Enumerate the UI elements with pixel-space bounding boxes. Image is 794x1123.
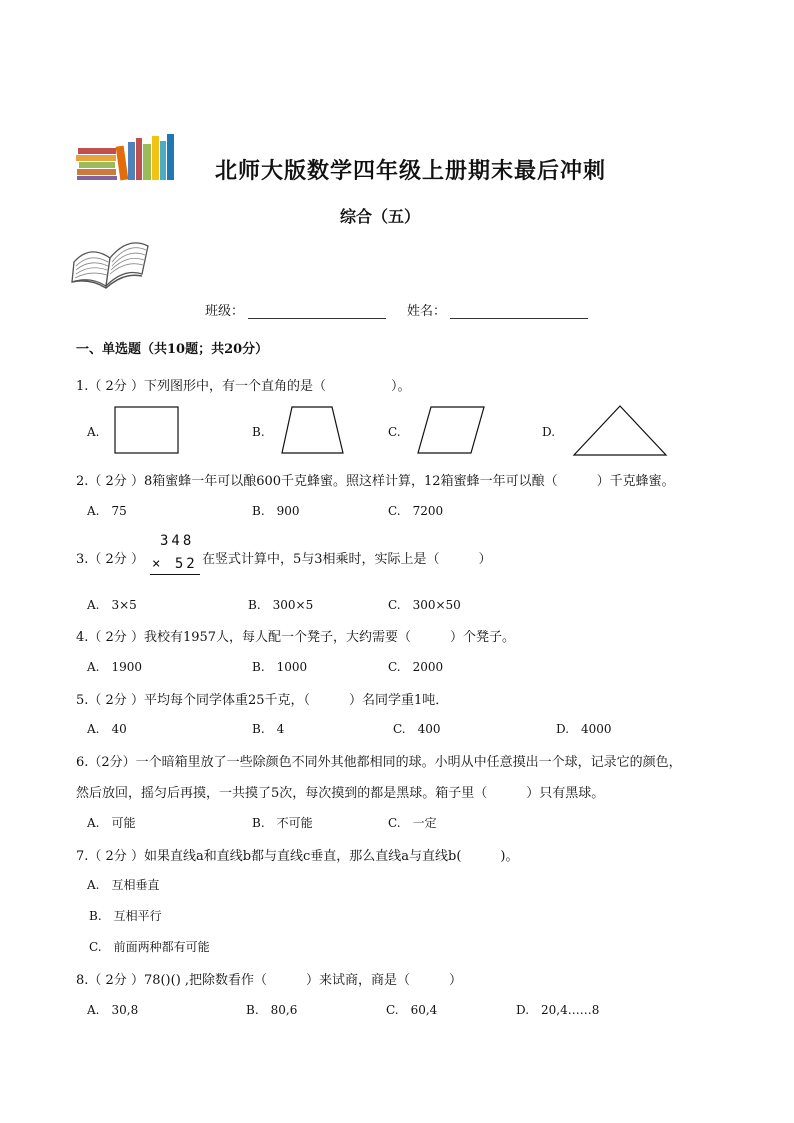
question-2-stem: 2.（ 2分 ）8箱蜜蜂一年可以酿600千克蜂蜜。照这样计算，12箱蜜蜂一年可以酿（ ）千克蜂蜜。 <box>76 474 675 489</box>
q6-option-c[interactable]: C. 一定 <box>388 816 437 830</box>
q4-option-b[interactable]: B. 1000 <box>252 660 308 674</box>
q2-option-a[interactable]: A. 75 <box>87 504 127 518</box>
page-subtitle: 综合（五） <box>340 207 421 226</box>
q6-option-b[interactable]: B. 不可能 <box>252 816 313 830</box>
q4-option-a[interactable]: A. 1900 <box>87 660 143 674</box>
q8-option-c[interactable]: C. 60,4 <box>386 1003 438 1017</box>
books-logo <box>76 132 176 182</box>
question-8-stem: 8.（ 2分 ）78()() ,把除数看作（ ）来试商，商是（ ） <box>76 973 463 988</box>
question-3-prefix: 3.（ 2分 ） <box>76 552 144 567</box>
question-3-stem: 在竖式计算中，5与3相乘时，实际上是（ ） <box>202 552 492 567</box>
q3-option-a[interactable]: A. 3×5 <box>87 598 137 612</box>
q8-option-d[interactable]: D. 20,4……8 <box>516 1003 600 1017</box>
q1-option-d[interactable]: D. <box>542 425 556 439</box>
q8-option-a[interactable]: A. 30,8 <box>87 1003 139 1017</box>
vertical-calc-line <box>150 574 200 575</box>
parallelogram-shape <box>417 406 487 456</box>
q2-option-c[interactable]: C. 7200 <box>388 504 444 518</box>
q7-option-c[interactable]: C. 前面两种都有可能 <box>89 940 210 954</box>
q1-option-c[interactable]: C. <box>388 425 401 439</box>
rectangle-shape <box>114 406 180 456</box>
class-blank[interactable] <box>248 304 386 319</box>
question-7-stem: 7.（ 2分 ）如果直线a和直线b都与直线c垂直，那么直线a与直线b( )。 <box>76 849 519 864</box>
vertical-calc-top: 348 <box>160 533 195 549</box>
q1-option-a[interactable]: A. <box>87 425 100 439</box>
question-1-stem: 1.（ 2分 ）下列图形中，有一个直角的是（ ）。 <box>76 379 411 394</box>
class-field <box>205 300 386 319</box>
q5-option-d[interactable]: D. 4000 <box>556 722 612 736</box>
name-field <box>407 300 588 319</box>
page-title: 北师大版数学四年级上册期末最后冲刺 <box>215 158 607 184</box>
q7-option-a[interactable]: A. 互相垂直 <box>87 878 160 892</box>
open-book-icon <box>70 232 152 292</box>
name-blank[interactable] <box>450 304 588 319</box>
question-6-stem-line2: 然后放回，摇匀后再摸，一共摸了5次，每次摸到的都是黑球。箱子里（ ）只有黑球。 <box>76 786 605 801</box>
question-6-stem-line1: 6.（2分）一个暗箱里放了一些除颜色不同外其他都相同的球。小明从中任意摸出一个球，记录它的颜色， <box>76 755 682 770</box>
q8-option-b[interactable]: B. 80,6 <box>246 1003 298 1017</box>
class-label: 班级： <box>205 304 245 319</box>
q3-option-c[interactable]: C. 300×50 <box>388 598 461 612</box>
q2-option-b[interactable]: B. 900 <box>252 504 300 518</box>
q3-option-b[interactable]: B. 300×5 <box>248 598 314 612</box>
q5-option-a[interactable]: A. 40 <box>87 722 127 736</box>
q7-option-b[interactable]: B. 互相平行 <box>89 909 162 923</box>
vertical-calc-bottom: × 52 <box>152 556 198 572</box>
trapezoid-shape <box>280 406 346 456</box>
section-heading: 一、单选题（共10题；共20分） <box>76 342 269 357</box>
q5-option-c[interactable]: C. 400 <box>393 722 441 736</box>
question-5-stem: 5.（ 2分 ）平均每个同学体重25千克，（ ）名同学重1吨． <box>76 693 449 708</box>
triangle-shape <box>572 404 668 458</box>
q6-option-a[interactable]: A. 可能 <box>87 816 136 830</box>
q4-option-c[interactable]: C. 2000 <box>388 660 444 674</box>
q1-option-b[interactable]: B. <box>252 425 265 439</box>
question-4-stem: 4.（ 2分 ）我校有1957人，每人配一个凳子，大约需要（ ）个凳子。 <box>76 630 516 645</box>
name-label: 姓名： <box>407 304 447 319</box>
q5-option-b[interactable]: B. 4 <box>252 722 285 736</box>
